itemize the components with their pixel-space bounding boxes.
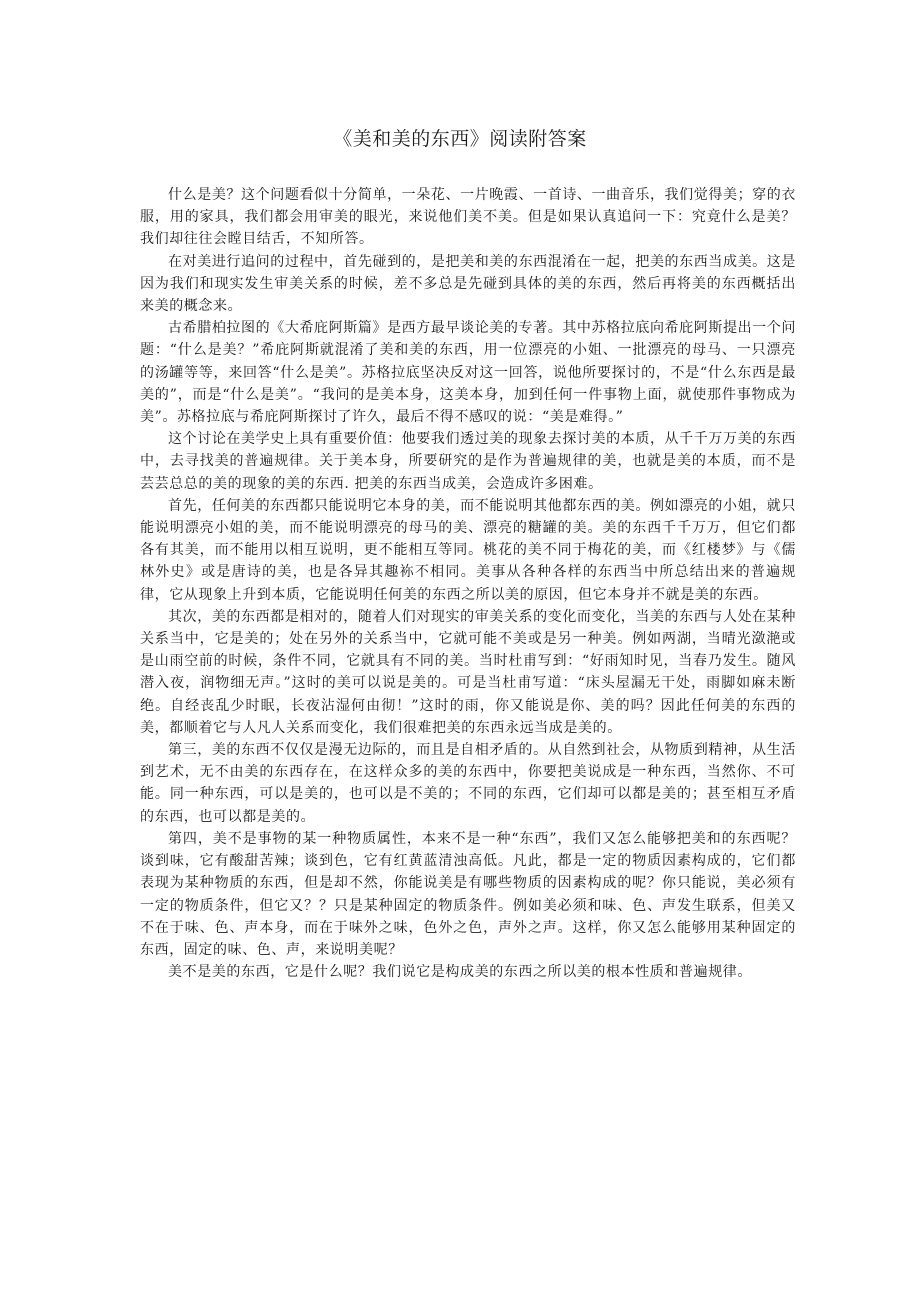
document-body: [140, 184, 796, 983]
paragraph-9: 美不是美的东西，它是什么呢？我们说它是构成美的东西之所以美的根本性质和普遍规律。: [168, 964, 752, 981]
paragraph-8: 第四，美不是事物的某一种物质属性，本来不是一种“东西”，我们又怎么能够把美和的东西呢？谈到味，它有酸甜苦辣；谈到色，它有红黄蓝清浊高低。凡此，都是一定的物质因素构成的，它们都表现为某种物质的东西，但是却不然，你能说美是有哪些物质的因素构成的呢？你只能说，美必须有一定的物质条件，但它又？？只是某种固定的物质条件。例如美必须和味、色、声发生联系，但美又不在于味、色、声本身，而在于味外之味，色外之色，声外之声。这样，你又怎么能够用某种固定的东西，固定的味、色、声，来说明美呢？: [140, 830, 796, 958]
paragraph-5: 首先，任何美的东西都只能说明它本身的美，而不能说明其他都东西的美。例如漂亮的小姐，就只能说明漂亮小姐的美，而不能说明漂亮的母马的美、漂亮的糖罐的美。美的东西千千万万，但它们都各有其美，而不能用以相互说明，更不能相互等同。桃花的美不同于梅花的美，而《红楼梦》与《儒林外史》或是唐诗的美，也是各异其趣袮不相同。美事从各种各样的东西当中所总结出来的普遍规律，它从现象上升到本质，它能说明任何美的东西之所以美的原因，但它本身并不就是美的东西。: [140, 497, 796, 603]
paragraph-4: 这个讨论在美学史上具有重要价值：他要我们透过美的现象去探讨美的本质，从千千万万美的东西中，去寻找美的普遍规律。关于美本身，所要研究的是作为普遍规律的美，也就是美的本质，而不是芸芸总总的美的现象的美的东西. 把美的东西当成美，会造成许多困难。: [140, 431, 796, 492]
paragraph-6: 其次，美的东西都是相对的，随着人们对现实的审美关系的变化而变化，当美的东西与人处在某种关系当中，它是美的；处在另外的关系当中，它就可能不美或是另一种美。例如两湖，当晴光潋滟或是山雨空前的时候，条件不同，它就具有不同的美。当时杜甫写到：“好雨知时见，当春乃发生。随风潜入夜，润物细无声。”这时的美可以说是美的。可是当杜甫写道：“床头屋漏无干处，雨脚如麻未断绝。自经丧乱少时眠，长夜沾湿何由彻！”这时的雨，你又能说是你、美的吗？因此任何美的东西的美，都顺着它与人凡人关系而变化，我们很难把美的东西永远当成是美的。: [140, 608, 796, 736]
paragraph-7: 第三，美的东西不仅仅是漫无边际的，而且是自相矛盾的。从自然到社会，从物质到精神，从生活到艺术，无不由美的东西存在，在这样众多的美的东西中，你要把美说成是一种东西，当然你、不可能。同一种东西，可以是美的，也可以是不美的；不同的东西，它们却可以都是美的；甚至相互矛盾的东西，也可以都是美的。: [140, 742, 796, 825]
document-title: 《美和美的东西》阅读附答案: [333, 128, 587, 150]
paragraph-3: 古希腊柏拉图的《大希庇阿斯篇》是西方最早谈论美的专著。其中苏格拉底向希庇阿斯提出一个问题：“什么是美？”希庇阿斯就混淆了美和美的东西，用一位漂亮的小姐、一批漂亮的母马、一只漂亮的汤罐等等，来回答“什么是美”。苏格拉底坚决反对这一回答，说他所要探讨的，不是“什么东西是最美的”，而是“什么是美”。“我问的是美本身，这美本身，加到任何一件事物上面，就使那件事物成为美”。苏格拉底与希庇阿斯探讨了许久，最后不得不感叹的说：“美是难得。”: [140, 320, 796, 426]
paragraph-1: 什么是美？这个问题看似十分简单，一朵花、一片晚霞、一首诗、一曲音乐，我们觉得美；穿的衣服，用的家具，我们都会用审美的眼光，来说他们美不美。但是如果认真追问一下：究竟什么是美？我们却往往会瞠目结舌，不知所答。: [140, 187, 796, 248]
paragraph-2: 在对美进行追问的过程中，首先碰到的，是把美和美的东西混淆在一起，把美的东西当成美。这是因为我们和现实发生审美关系的时候，差不多总是先碰到具体的美的东西，然后再将美的东西概括出来美的概念来。: [140, 253, 796, 315]
